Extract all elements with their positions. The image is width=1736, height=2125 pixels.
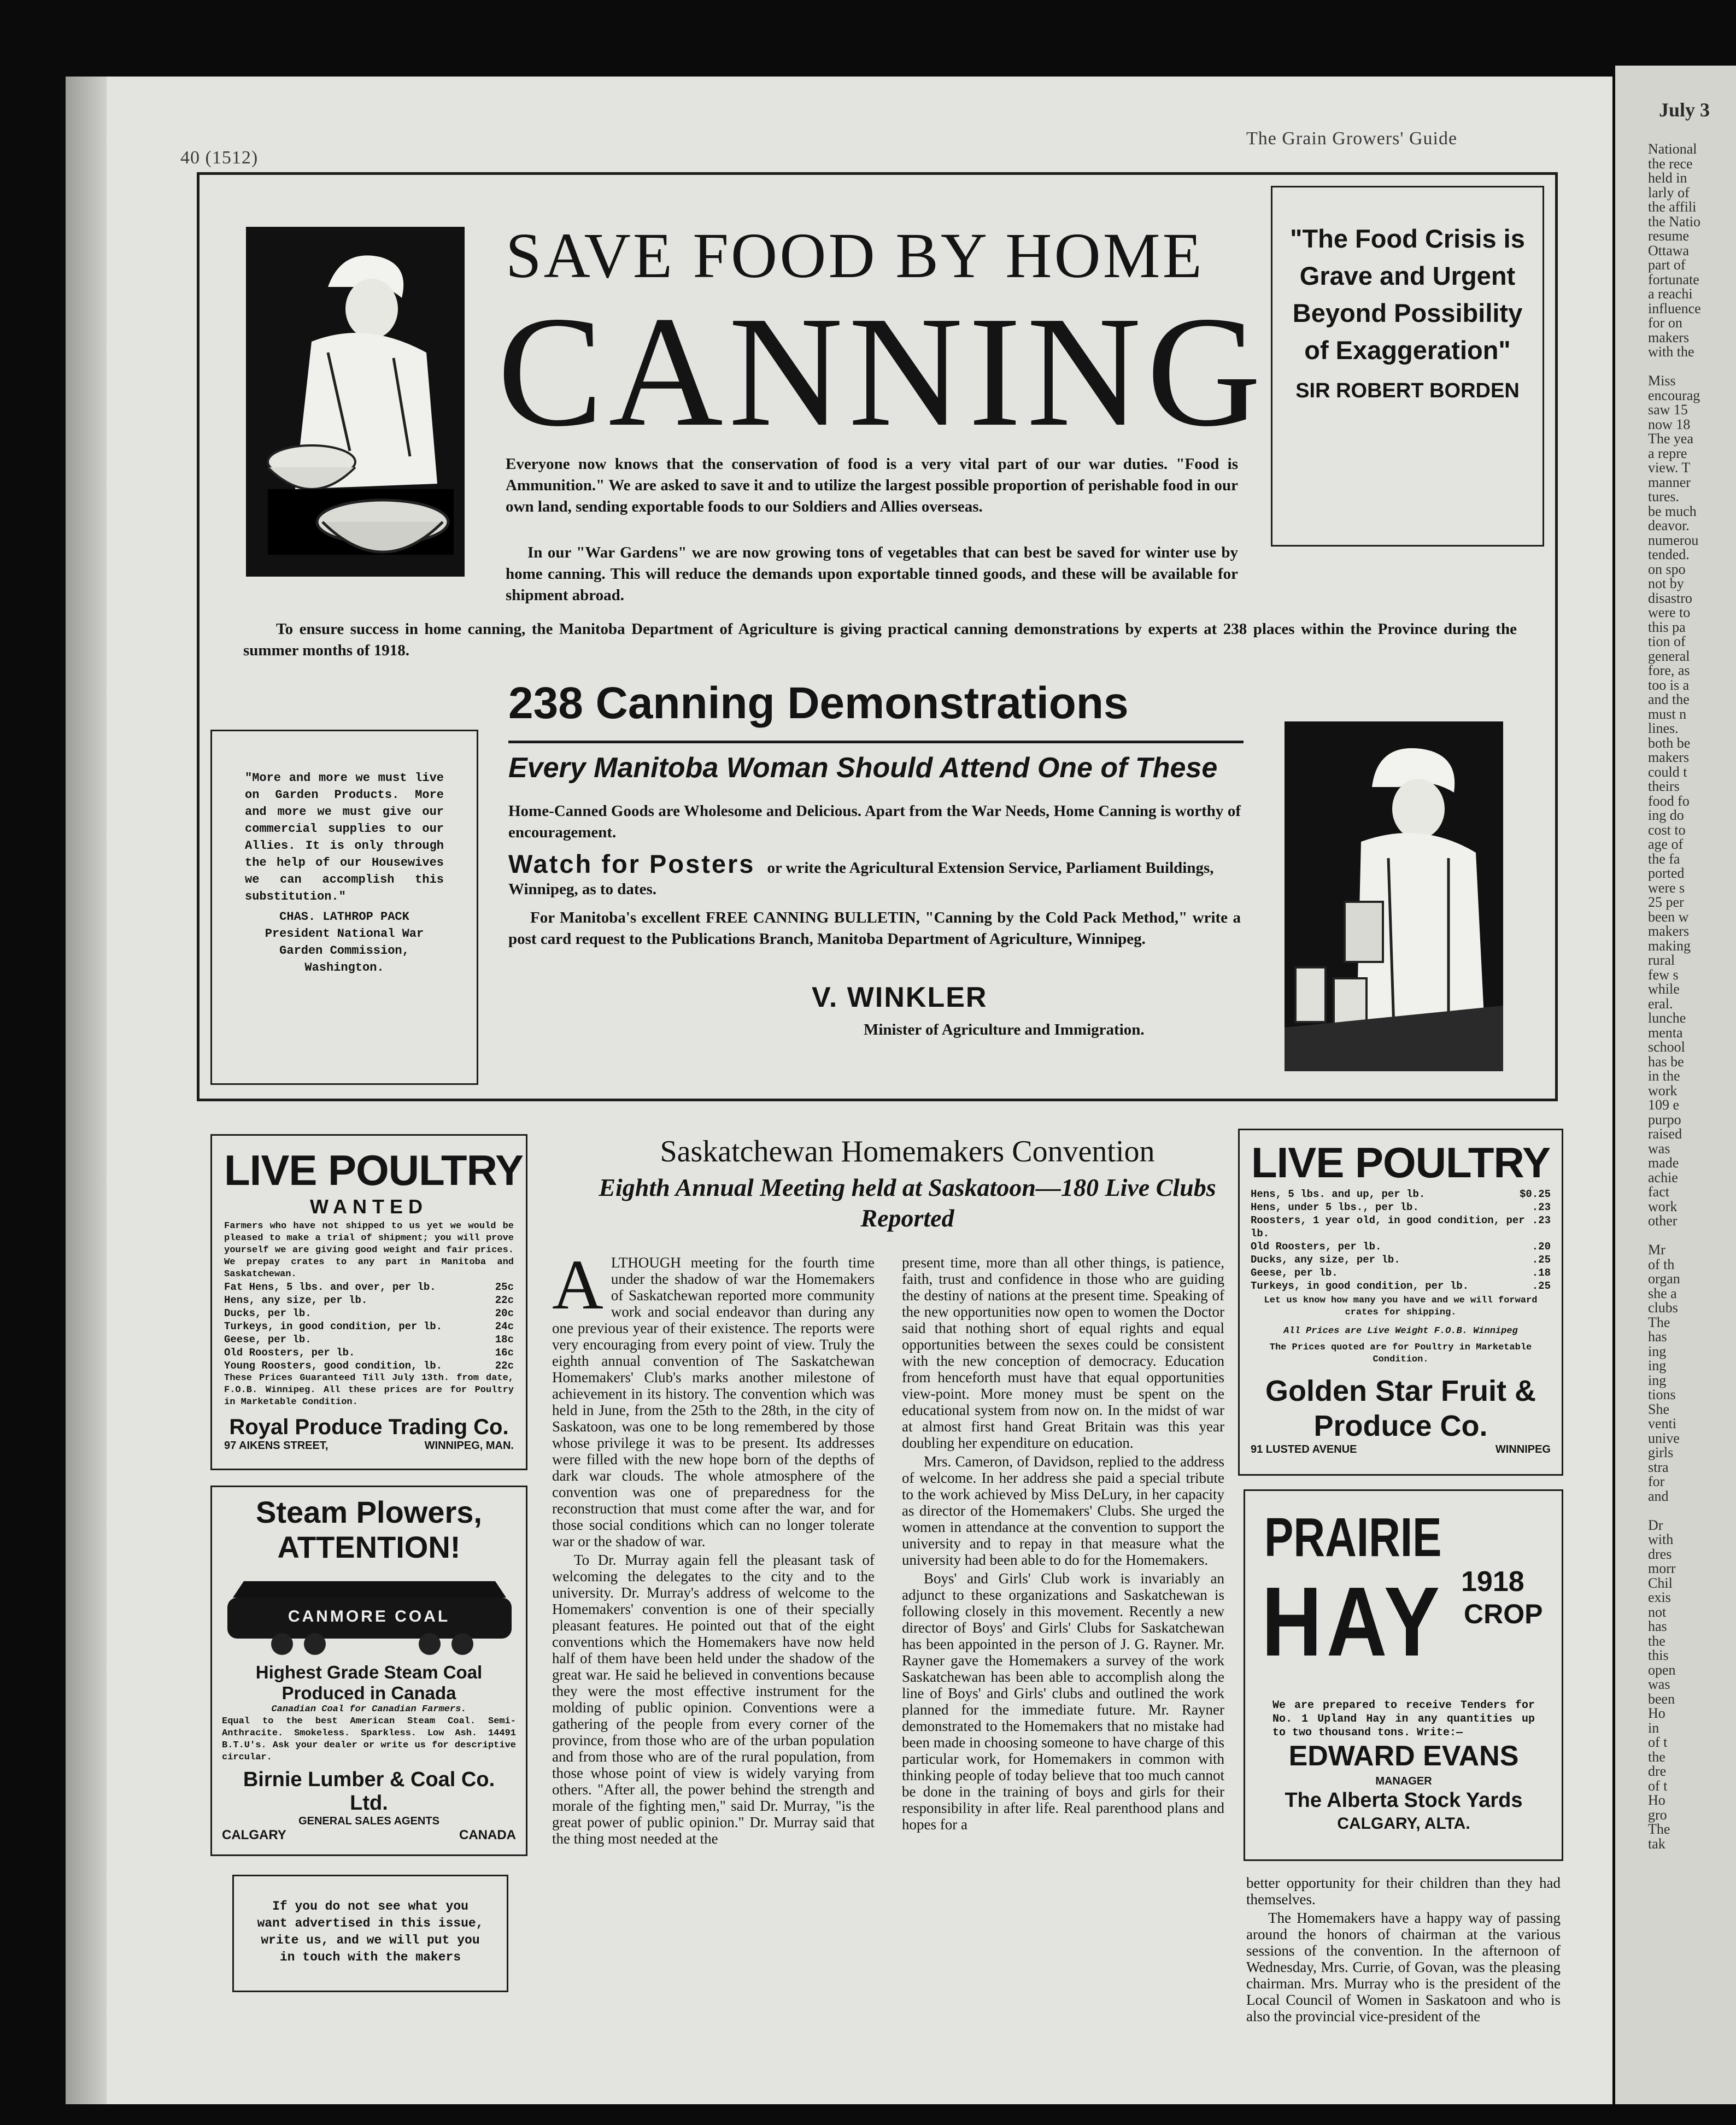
poultry-note: These Prices Guaranteed Till July 13th. from date, F.O.B. Winnipeg. All these prices are for Poultry in Marketable Condition. bbox=[224, 1373, 514, 1407]
price-item: Ducks, per lb. bbox=[224, 1307, 312, 1319]
golden-star-city: WINNIPEG bbox=[1495, 1443, 1551, 1455]
woman-jars-icon bbox=[1285, 721, 1503, 1071]
article-col1-p2: To Dr. Murray again fell the pleasant task of welcoming the delegates to the city and to the university. Dr. Murray's address of welcome to the Homemakers' convention is one of their specially pleasant features. He pointed out that of the eight conventions which the Homemakers have now held half of them have been held under the shadow of the great war. He said he believed in conventions because they were the most effective instrument for the molding of public opinion. Conventions were a gathering of the people from every corner of the province, from those who are of the urban population and from those who are of the rural population, from those whose point of view is widely varying from others. "After all, the power behind the strength and morale of the fighting men," said Dr. Murray, "is the great power of public opinion." Dr. Murray said that the thing most needed at the bbox=[552, 1552, 875, 1847]
hay-company: The Alberta Stock Yards bbox=[1285, 1789, 1523, 1812]
price-row bbox=[1251, 1253, 1551, 1266]
condition-note: The Prices quoted are for Poultry in Marketable Condition. bbox=[1269, 1342, 1532, 1365]
coal-car-illustration bbox=[222, 1576, 516, 1658]
signature-name: V. WINKLER bbox=[812, 982, 988, 1013]
price-item: Hens, under 5 lbs., per lb. bbox=[1251, 1201, 1419, 1213]
poultry-intro: Farmers who have not shipped to us yet we would be pleased to make a trial of shipment; you will prove yourself we are giving good weight and fair prices. We prepay crates to any part in Manitoba and Saskatchewan. bbox=[224, 1221, 514, 1279]
article-col3-p2: The Homemakers have a happy way of passing around the honors of chairman at the various sessions of the convention. In the afternoon of Wednesday, Mrs. Currie, of Govan, was the pleasing chairman. Mrs. Murray who is the president of the Local Council of Women in Saskatoon and who is also the provincial vice-president of the bbox=[1246, 1910, 1561, 2024]
article-col1-p1: LTHOUGH meeting for the fourth time under the shadow of war the Homemakers of Saskatchewan reported more community work and social endeavor than during any one previous year of their existence. The reports were very encouraging from every point of view. Truly the eighth annual convention of The Saskatchewan Homemakers' Club's marks another milestone of achievement in its history. The convention which was held in June, from the 25th to the 28th, in the city of Saskatoon, was one to be long remembered by those whose privilege it was to be present. Its addresses were filled with the new hope born of the depths of dark war clouds. The whole atmosphere of the convention was one of preparedness for the reconstruction that must come after the war, and for those social conditions which can no longer tolerate war or the shadow of war. bbox=[552, 1254, 875, 1549]
ad-paragraph-1: Everyone now knows that the conservation of food is a very vital part of our war duties. "Food is Ammunition." We are asked to save it and to utilize the largest possible proportion of perishable food in our own land, sending exportable foods to our Soldiers and Allies overseas. bbox=[506, 455, 1238, 515]
price-item: Geese, per lb. bbox=[1251, 1267, 1338, 1279]
crates-note: Let us know how many you have and we will forward crates for shipping. bbox=[1264, 1295, 1538, 1318]
facing-page bbox=[1615, 66, 1736, 2104]
price-row bbox=[224, 1281, 514, 1294]
ad-title-line1: SAVE FOOD BY HOME bbox=[506, 220, 1204, 291]
article-col2-p2: Mrs. Cameron, of Davidson, replied to the address of welcome. In her address she paid a special tribute to the work achieved by Miss DeLury, in her capacity as director of the Homemakers' Clubs. She urged the women in attendance at the convention to support the university and to repay in that measure what the university had been able to do for the Homemakers. bbox=[902, 1453, 1224, 1568]
hay-body: We are prepared to receive Tenders for No. 1 Upland Hay in any quantities up to two thousand tons. Write:— bbox=[1272, 1699, 1535, 1739]
golden-star-address-row bbox=[1251, 1443, 1551, 1456]
steam-body: Equal to the best American Steam Coal. Semi-Anthracite. Smokeless. Sparkless. Low Ash. 14491 B.T.U's. Ask your dealer or write us for descriptive circular. bbox=[222, 1716, 516, 1763]
woman-peeling-icon bbox=[246, 227, 465, 577]
price-value: .23 bbox=[1532, 1201, 1551, 1213]
woman-peeling-illustration bbox=[246, 227, 465, 577]
price-row bbox=[1251, 1188, 1551, 1201]
price-value: .18 bbox=[1532, 1267, 1551, 1279]
price-item: Geese, per lb. bbox=[224, 1334, 312, 1346]
watch-for-posters: Watch for Posters bbox=[508, 849, 755, 878]
canning-ad bbox=[197, 172, 1558, 1101]
article-dropcap: A bbox=[552, 1254, 603, 1324]
price-value: 24c bbox=[495, 1320, 514, 1332]
poultry-price-list-right bbox=[1251, 1188, 1551, 1293]
birnie-lumber-name: Birnie Lumber & Coal Co. Ltd. bbox=[243, 1768, 495, 1815]
price-item: Young Roosters, good condition, lb. bbox=[224, 1360, 443, 1372]
demo-paragraph: Home-Canned Goods are Wholesome and Delicious. Apart from the War Needs, Home Canning is worthy of encouragement. bbox=[508, 802, 1241, 841]
price-value: 16c bbox=[495, 1347, 514, 1359]
newspaper-page bbox=[66, 77, 1612, 2104]
golden-star-address: 91 LUSTED AVENUE bbox=[1251, 1443, 1357, 1455]
demonstrations-subtitle: Every Manitoba Woman Should Attend One of These bbox=[508, 752, 1218, 784]
price-value: $0.25 bbox=[1519, 1188, 1551, 1200]
ad-title-canning: CANNING bbox=[497, 284, 1267, 459]
hay-city: CALGARY, ALTA. bbox=[1337, 1815, 1470, 1833]
price-item: Ducks, any size, per lb. bbox=[1251, 1254, 1400, 1266]
advertise-notice-text: If you do not see what you want advertised in this issue, write us, and we will put you in touch with the makers bbox=[257, 1899, 484, 1964]
article-title: Saskatchewan Homemakers Convention bbox=[660, 1135, 1155, 1169]
price-item: Hens, 5 lbs. and up, per lb. bbox=[1251, 1188, 1426, 1200]
poultry-title-right: LIVE POULTRY bbox=[1251, 1138, 1551, 1187]
price-row bbox=[1251, 1201, 1551, 1214]
hay-contact-title: MANAGER bbox=[1375, 1775, 1432, 1787]
article-subtitle: Eighth Annual Meeting held at Saskatoon—180 Live Clubs Reported bbox=[599, 1173, 1216, 1232]
signature-title: Minister of Agriculture and Immigration. bbox=[864, 1021, 1145, 1038]
live-poultry-ad-left bbox=[210, 1134, 527, 1470]
hay-year: 1918 bbox=[1461, 1566, 1524, 1598]
poultry-price-list-left bbox=[224, 1281, 514, 1372]
live-poultry-ad-right bbox=[1238, 1129, 1563, 1476]
steam-coal-ad bbox=[210, 1486, 527, 1856]
ad-paragraph-2: In our "War Gardens" we are now growing tons of vegetables that can best be saved for winter use by home canning. This will reduce the demands upon exportable tinned goods, and these will be available for shipment abroad. bbox=[506, 544, 1238, 604]
price-value: 18c bbox=[495, 1334, 514, 1346]
royal-produce-address: 97 AIKENS STREET, bbox=[224, 1440, 329, 1452]
price-row bbox=[224, 1307, 514, 1320]
bulletin-paragraph: For Manitoba's excellent FREE CANNING BULLETIN, "Canning by the Cold Pack Method," write a post card request to the Publications Branch, Manitoba Department of Agriculture, Winnipeg. bbox=[508, 909, 1241, 948]
publication-name: The Grain Growers' Guide bbox=[1246, 128, 1458, 149]
price-item: Roosters, 1 year old, in good condition, per lb. bbox=[1251, 1214, 1525, 1240]
fob-note: All Prices are Live Weight F.O.B. Winnipeg bbox=[1283, 1326, 1518, 1336]
ad-paragraph-3: To ensure success in home canning, the Manitoba Department of Agriculture is giving practical canning demonstrations by experts at 238 places within the Province during the summer months of 1918. bbox=[243, 620, 1517, 659]
price-row bbox=[224, 1333, 514, 1346]
price-item: Old Roosters, per lb. bbox=[1251, 1241, 1382, 1253]
price-item: Fat Hens, 5 lbs. and over, per lb. bbox=[224, 1281, 436, 1293]
facing-page-date: July 3 bbox=[1659, 99, 1710, 121]
steam-address-row bbox=[222, 1828, 516, 1843]
lathrop-quote: "More and more we must live on Garden Products. More and more we must give our commercial supplies to our Allies. It is only through the help of our Housewives we can accomplish this substitution." bbox=[245, 771, 444, 903]
poultry-wanted: WANTED bbox=[310, 1195, 428, 1218]
steam-heading: Highest Grade Steam Coal Produced in Canada bbox=[255, 1662, 483, 1703]
hay-crop: CROP bbox=[1464, 1599, 1543, 1629]
borden-quote-box bbox=[1271, 186, 1544, 547]
article-col2-p3: Boys' and Girls' Club work is invariably an adjunct to these organizations and Saskatchewan is following closely in this movement. Recently a new director of Boys' and Girls' Clubs for Saskatchewan has been appointed in the person of J. G. Rayner. Mr. Rayner gave the Homemakers a survey of the work Saskatchewan has been able to accomplish along the line of Boys' and Girls' clubs and outlined the work planned for the immediate future. Mr. Rayner demonstrated to the Homemakers that no mistake had been made in choosing someone to have charge of this particular work, for Homemakers in common with thinking people of today believe that too much cannot be done in the training of boys and girls for their responsibility in after life. Real parenthood plans and hopes for a bbox=[902, 1570, 1224, 1833]
price-value: .25 bbox=[1532, 1254, 1551, 1266]
price-row bbox=[224, 1359, 514, 1372]
price-value: 25c bbox=[495, 1281, 514, 1293]
price-item: Hens, any size, per lb. bbox=[224, 1294, 368, 1306]
page-number: 40 (1512) bbox=[180, 148, 259, 168]
coal-car-label: CANMORE COAL bbox=[288, 1607, 450, 1625]
title-underline bbox=[508, 741, 1244, 743]
demonstrations-title: 238 Canning Demonstrations bbox=[508, 678, 1129, 728]
hay-word-prairie: PRAIRIE bbox=[1264, 1507, 1442, 1568]
lathrop-quote-box bbox=[210, 730, 478, 1085]
lathrop-name: CHAS. LATHROP PACK bbox=[279, 910, 409, 924]
price-row bbox=[224, 1346, 514, 1359]
royal-produce-address-row bbox=[224, 1440, 514, 1452]
borden-quote: "The Food Crisis is Grave and Urgent Beyond Possibility of Exaggeration" bbox=[1290, 224, 1525, 365]
article-column-1 bbox=[552, 1254, 875, 2080]
price-value: .23 bbox=[1532, 1214, 1551, 1226]
facing-page-text: National the rece held in larly of the affili the Natio resume Ottawa part of fortunate a reachi influence for on makers with the Miss encourag saw 15 now 18 The yea a repre view. T manner tures. be much deavor. numerou tended. on spo not by disastro were to this pa tion of general fore, as too is a and the must n lines. both be makers could t theirs food fo ing do cost to age of the fa ported were s 25 per been w makers making rural few s while eral. lunche menta school has be in the work 109 e purpo raised was made achie fact work other Mr of th organ she a clubs The has ing ing ing tions She venti unive girls stra for and Dr with dres morr Chil exis not has the this open was been Ho in of t the dre of t Ho gro The tak bbox=[1648, 142, 1701, 1852]
hay-word-hay: HAY bbox=[1262, 1567, 1445, 1677]
article-column-2 bbox=[902, 1254, 1224, 2080]
price-row bbox=[1251, 1214, 1551, 1240]
golden-star-name: Golden Star Fruit & Produce Co. bbox=[1265, 1375, 1536, 1442]
lathrop-title: President National War Garden Commission, Washington. bbox=[265, 927, 424, 975]
prairie-hay-ad bbox=[1244, 1489, 1563, 1861]
price-item: Old Roosters, per lb. bbox=[224, 1347, 355, 1359]
advertise-notice bbox=[232, 1875, 508, 1992]
price-value: 22c bbox=[495, 1294, 514, 1306]
steam-title-2: ATTENTION! bbox=[277, 1530, 461, 1564]
hay-contact-name: EDWARD EVANS bbox=[1288, 1740, 1519, 1772]
steam-title-1: Steam Plowers, bbox=[256, 1495, 482, 1529]
steam-country: CANADA bbox=[459, 1828, 516, 1842]
price-value: 22c bbox=[495, 1360, 514, 1372]
price-value: .25 bbox=[1532, 1280, 1551, 1292]
price-row bbox=[1251, 1266, 1551, 1279]
steam-city: CALGARY bbox=[222, 1828, 286, 1842]
steam-sub: Canadian Coal for Canadian Farmers. bbox=[271, 1704, 467, 1715]
steam-agents: GENERAL SALES AGENTS bbox=[298, 1815, 439, 1827]
royal-produce-city: WINNIPEG, MAN. bbox=[424, 1440, 514, 1452]
price-value: .20 bbox=[1532, 1241, 1551, 1253]
poultry-title-left: LIVE POULTRY bbox=[224, 1146, 524, 1194]
watch-rest: or write the Agricultural Extension Service, Parliament Buildings, Winnipeg, as to dates. bbox=[508, 859, 1214, 898]
price-row bbox=[1251, 1279, 1551, 1293]
article-column-3 bbox=[1246, 1875, 1561, 2088]
royal-produce-name: Royal Produce Trading Co. bbox=[229, 1415, 509, 1439]
article-col2-p1: present time, more than all other things, is patience, faith, trust and confidence in those who are guiding the destiny of nations at the present time. Speaking of the new opportunities now open to women the Doctor said that nothing short of equal rights and equal opportunities between the sexes could be consistent with the new conception of democracy. Education from henceforth must have that equal opportunities view-point. More money must be spent on the educational system from now on. In the midst of war at almost first hand Great Britain was this year doubling her expenditure on education. bbox=[902, 1254, 1224, 1451]
woman-jars-illustration bbox=[1285, 721, 1503, 1071]
price-row bbox=[224, 1320, 514, 1333]
borden-name: SIR ROBERT BORDEN bbox=[1295, 379, 1520, 402]
article-col3-p1: better opportunity for their children than they had themselves. bbox=[1246, 1875, 1561, 1907]
watch-line bbox=[508, 849, 1241, 900]
price-item: Turkeys, in good condition, per lb. bbox=[1251, 1280, 1469, 1292]
price-row bbox=[224, 1294, 514, 1307]
price-row bbox=[1251, 1240, 1551, 1253]
price-value: 20c bbox=[495, 1307, 514, 1319]
price-item: Turkeys, in good condition, per lb. bbox=[224, 1320, 443, 1332]
